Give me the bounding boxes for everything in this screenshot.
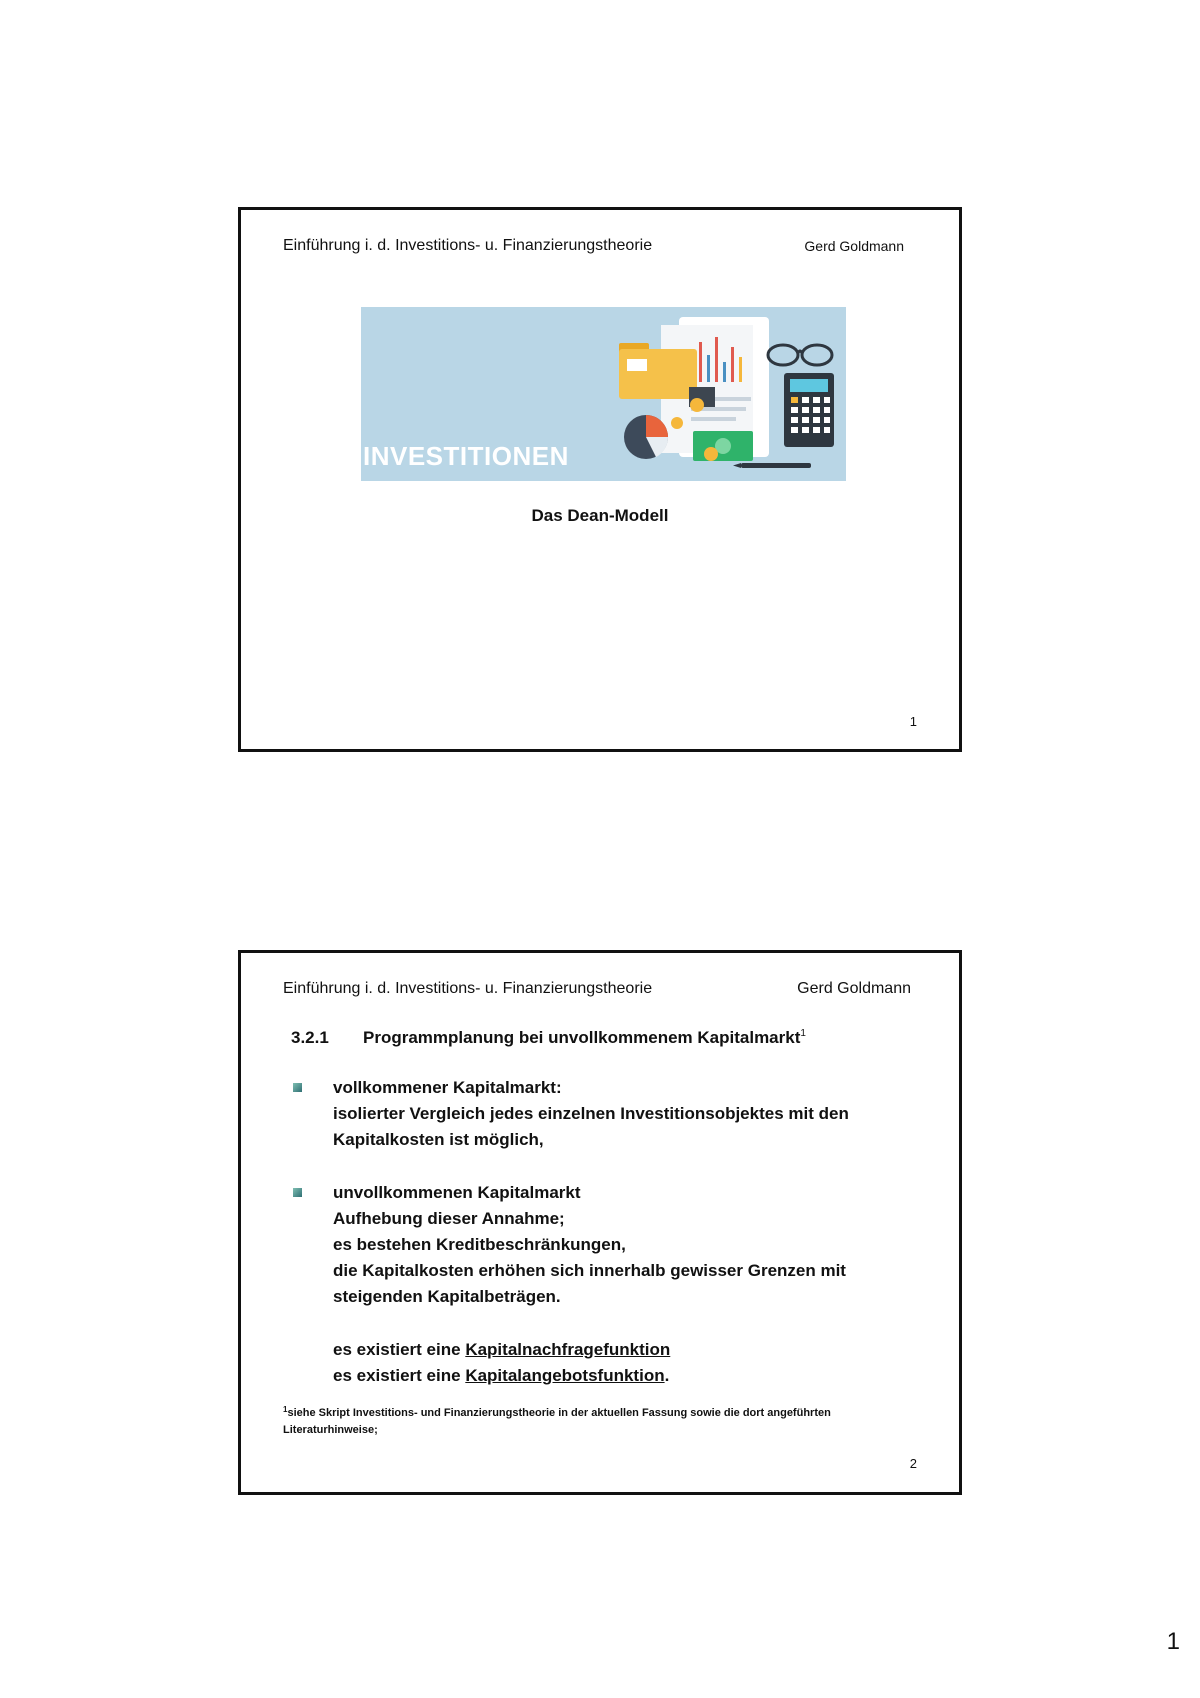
- slide-number: 2: [909, 1456, 917, 1471]
- footnote-marker: 1: [800, 1028, 806, 1039]
- existence-suffix: .: [664, 1366, 670, 1385]
- coin-icon: [671, 417, 683, 429]
- section-title: Programmplanung bei unvollkommenem Kapitalmarkt: [363, 1028, 801, 1047]
- slide-2: [238, 950, 962, 1495]
- bullet-line: unvollkommenen Kapitalmarkt: [333, 1183, 581, 1202]
- slide-header-author: Gerd Goldmann: [797, 980, 911, 997]
- slide-1: [238, 207, 962, 752]
- bullet-line: isolierter Vergleich jedes einzelnen Investitionsobjektes mit den: [333, 1104, 849, 1123]
- calculator-icon: [784, 373, 834, 447]
- section-heading: [291, 1028, 806, 1048]
- bullet-line: steigenden Kapitalbeträgen.: [333, 1287, 561, 1306]
- slide-header-course: Einführung i. d. Investitions- u. Finanzierungstheorie: [283, 237, 653, 254]
- existence-line: [293, 1337, 670, 1363]
- page-number: 1: [1166, 1628, 1180, 1655]
- slide-subtitle: Das Dean-Modell: [531, 506, 669, 525]
- square-bullet-icon: [293, 1188, 302, 1197]
- footnote-marker: 1: [283, 1405, 288, 1414]
- banner-title: INVESTITIONEN: [363, 441, 569, 471]
- investment-banner-illustration: [361, 307, 846, 481]
- folder-icon: [619, 343, 697, 399]
- footnote: [283, 1401, 923, 1439]
- existence-prefix: es existiert eine: [333, 1366, 466, 1385]
- square-bullet-icon: [293, 1083, 302, 1092]
- section-title-wrap: [363, 1028, 806, 1048]
- pie-chart-icon: [624, 415, 668, 459]
- slide-header-author: Gerd Goldmann: [804, 238, 904, 254]
- capital-supply-function-link: Kapitalangebotsfunktion: [465, 1366, 665, 1385]
- bullet-line: vollkommener Kapitalmarkt:: [333, 1078, 562, 1097]
- coin-icon: [704, 447, 718, 461]
- bullet-line: Kapitalkosten ist möglich,: [333, 1130, 544, 1149]
- bullet-line: die Kapitalkosten erhöhen sich innerhalb gewisser Grenzen mit: [333, 1261, 846, 1280]
- capital-demand-function-link: Kapitalnachfragefunktion: [465, 1340, 671, 1359]
- existence-statements: [293, 1337, 670, 1389]
- bullet-line: es bestehen Kreditbeschränkungen,: [333, 1235, 626, 1254]
- slide-header-course: Einführung i. d. Investitions- u. Finanzierungstheorie: [283, 980, 653, 997]
- pen-icon: [733, 463, 811, 468]
- money-bill-icon: [693, 431, 753, 461]
- existence-prefix: es existiert eine: [333, 1340, 466, 1359]
- bullet-item: [293, 1075, 849, 1153]
- existence-line: [293, 1363, 670, 1389]
- bullet-item: [293, 1180, 846, 1310]
- section-number: 3.2.1: [291, 1028, 329, 1047]
- bullet-line: Aufhebung dieser Annahme;: [333, 1209, 565, 1228]
- footnote-text: siehe Skript Investitions- und Finanzierungstheorie in der aktuellen Fassung sowie die dort angeführten Literaturhinweise;: [283, 1407, 831, 1436]
- glasses-icon: [768, 345, 832, 365]
- slide-number: 1: [909, 714, 917, 729]
